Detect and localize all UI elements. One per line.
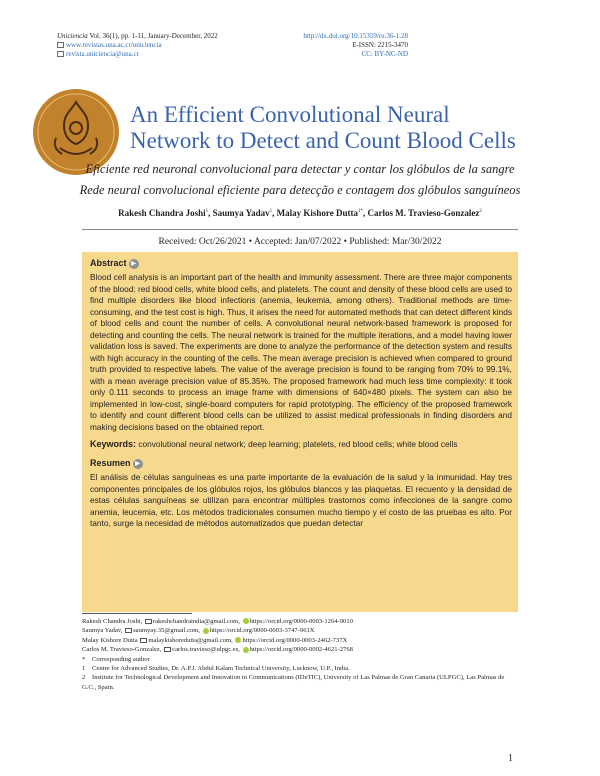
author-name: Carlos M. Travieso-Gonzalez (367, 208, 480, 218)
keywords-label: Keywords: (90, 439, 137, 449)
contact-email[interactable]: malaykishoredutta@gmail.com, (148, 636, 233, 644)
resumen-heading-text: Resumen (90, 458, 131, 468)
globe-icon (57, 42, 64, 48)
author-affil: 1 (269, 209, 273, 214)
license-link[interactable]: CC: BY-NC-ND (361, 50, 408, 58)
journal-header-right (290, 32, 408, 59)
publication-dates: Received: Oct/26/2021 • Accepted: Jan/07/2022 • Published: Mar/30/2022 (158, 237, 442, 247)
citation-text: Vol. 36(1), pp. 1-11, January-December, 2022 (89, 32, 218, 40)
eissn: E-ISSN: 2215-3470 (352, 41, 408, 49)
envelope-icon (140, 638, 147, 643)
keywords-text: convolutional neural network; deep learning; platelets, red blood cells; white blood cells (138, 439, 458, 449)
subtitle-spanish: Eficiente red neuronal convolucional para detectar y contar los glóbulos de la sangre (85, 162, 515, 176)
contact-name: Malay Kishore Dutta (82, 636, 138, 644)
contact-orcid[interactable]: https://orcid.org/0000-0003-1264-9010 (249, 618, 353, 625)
website-line (57, 41, 218, 50)
contact-orcid[interactable]: https://orcid.org/0000-0003-3747-961X (209, 627, 315, 635)
contact-email[interactable]: saumyay.35@gmail.com, (133, 627, 201, 635)
envelope-icon (125, 628, 132, 633)
contact-email[interactable]: carlos.travieso@ulpgc.es, (172, 646, 240, 654)
title-line-2: Network to Detect and Count Blood Cells (130, 128, 516, 153)
envelope-icon (164, 647, 171, 652)
footnote-note (82, 655, 512, 664)
footnote-note (82, 673, 512, 692)
contact-name: Carlos M. Travieso-Gonzalez, (82, 646, 162, 654)
author-name: Malay Kishore Dutta (276, 208, 358, 218)
footnote-mark: * (82, 655, 86, 663)
author-list: Rakesh Chandra Joshi$^1$, Saumya Yadav$^1$, Malay Kishore Dutta$^{1*}$, Carlos M. Travieso-Gonzalez$^2$ (118, 208, 482, 218)
envelope-icon (145, 619, 152, 624)
abstract-box (82, 252, 518, 612)
author-affil: 2 (479, 209, 482, 214)
keywords (90, 439, 512, 450)
contact-orcid[interactable]: https://orcid.org/0000-0002-4621-2768 (249, 646, 353, 654)
author-name: Rakesh Chandra Joshi (118, 208, 206, 218)
contact-email[interactable]: rakeshchandraindia@gmail.com, (152, 618, 240, 625)
journal-name: Uniciencia (57, 32, 88, 40)
resumen-text: El análisis de células sanguíneas es una parte importante de la evaluación de la salud y la inmunidad. Hay tres componentes principales de los glóbulos rojos, los glóbulos blancos y las plaquetas. El recuento y la densidad de estas células sanguíneas se utilizan para encontrar múltiples trastornos como infecciones de la sangre como anemia, leucemia, etc. Los métodos tradicionales consumen mucho tiempo y el costo de las pruebas es alto. Por tanto, surge la necesidad de métodos automatizados que puedan detectar (90, 472, 512, 528)
envelope-icon (57, 51, 64, 57)
resumen-heading (90, 456, 512, 470)
abstract-content (90, 256, 512, 530)
journal-citation (57, 32, 218, 41)
doi-link[interactable]: http://dx.doi.org/10.15359/ru.36-1.28 (303, 32, 408, 40)
contact-line (82, 626, 512, 635)
footnote-text: Corresponding author (92, 655, 150, 663)
author-affil: 1* (357, 209, 363, 214)
speaker-icon[interactable]: ▶ (129, 259, 139, 269)
orcid-icon (243, 618, 249, 624)
email-line (57, 50, 218, 59)
footnote-text: Centre for Advanced Studies, Dr. A.P.J. Abdul Kalam Technical University, Lucknow, U.P., India. (92, 665, 350, 673)
abstract-text: Blood cell analysis is an important part of the health and immunity assessment. There are three major components of the blood: red blood cells, white blood cells, and platelets. The count and density of these blood cells are used to find multiple disorders like blood infections (anemia, leukemia, among others). Traditional methods are time-consuming, and the test cost is high. Thus, it arises the need for automated methods that can detect different kinds of blood cells and count the number of cells. A convolutional neural network-based framework is proposed for detecting and counting the cells. The neural network is trained for the multiple iterations, and a model having lower validation loss is saved. The experiments are done to analyze the performance of the detection system and results with high accuracy in the counting of the cells. The mean average precision is achieved when compared to ground truth provided to respective labels. The value of the average precision is found to be ranging from 70% to 99.1%, with a mean average precision value of 85.35%. The proposed framework had much less time complexity: it took only 0.111 seconds to process an image frame with dimensions of 640×480 pixels. The system can also be implemented in low-cost, single-board computers for rapid prototyping. The efficiency of the proposed framework to identify and count different blood cells can be utilized to assist medical professionals in finding disorders and making decisions based on the obtained report. (90, 272, 512, 432)
article-title (130, 102, 516, 154)
footnote-mark: 1 (82, 665, 86, 673)
orcid-icon (203, 628, 209, 634)
abstract-heading (90, 256, 512, 270)
contact-name: Rakesh Chandra Joshi, (82, 618, 143, 625)
orcid-icon (235, 637, 241, 643)
footnote-divider (82, 613, 192, 614)
page-number: 1 (508, 753, 513, 764)
divider (82, 229, 518, 230)
contact-orcid[interactable]: https://orcid.org/0000-0003-2462-737X (242, 636, 348, 644)
footnote-note (82, 664, 512, 673)
author-name: Saumya Yadav (212, 208, 270, 218)
footnotes (82, 617, 512, 692)
footnote-text: Institute for Technological Development and Innovation in Communications (IDeTIC), University of Las Palmas de Gran Canaria (ULPGC), Las Palmas de G.C., Spain. (82, 674, 505, 691)
journal-email-link[interactable]: revista.uniciencia@una.cr (66, 50, 139, 58)
subtitle-portuguese: Rede neural convolucional eficiente para detecção e contagem dos glóbulos sanguíneos (79, 183, 521, 197)
contact-name: Saumya Yadav, (82, 627, 123, 635)
author-affil: 1 (205, 209, 209, 214)
contact-line (82, 617, 512, 626)
contact-line (82, 645, 512, 654)
journal-header-left (57, 32, 218, 59)
footnote-mark: 2 (82, 674, 86, 682)
title-line-1: An Efficient Convolutional Neural (130, 102, 450, 127)
contact-line (82, 636, 512, 645)
website-link[interactable]: www.revistas.una.ac.cr/uniciencia (66, 41, 162, 49)
abstract-heading-text: Abstract (90, 258, 127, 268)
speaker-icon[interactable]: ▶ (133, 459, 143, 469)
orcid-icon (243, 647, 249, 653)
